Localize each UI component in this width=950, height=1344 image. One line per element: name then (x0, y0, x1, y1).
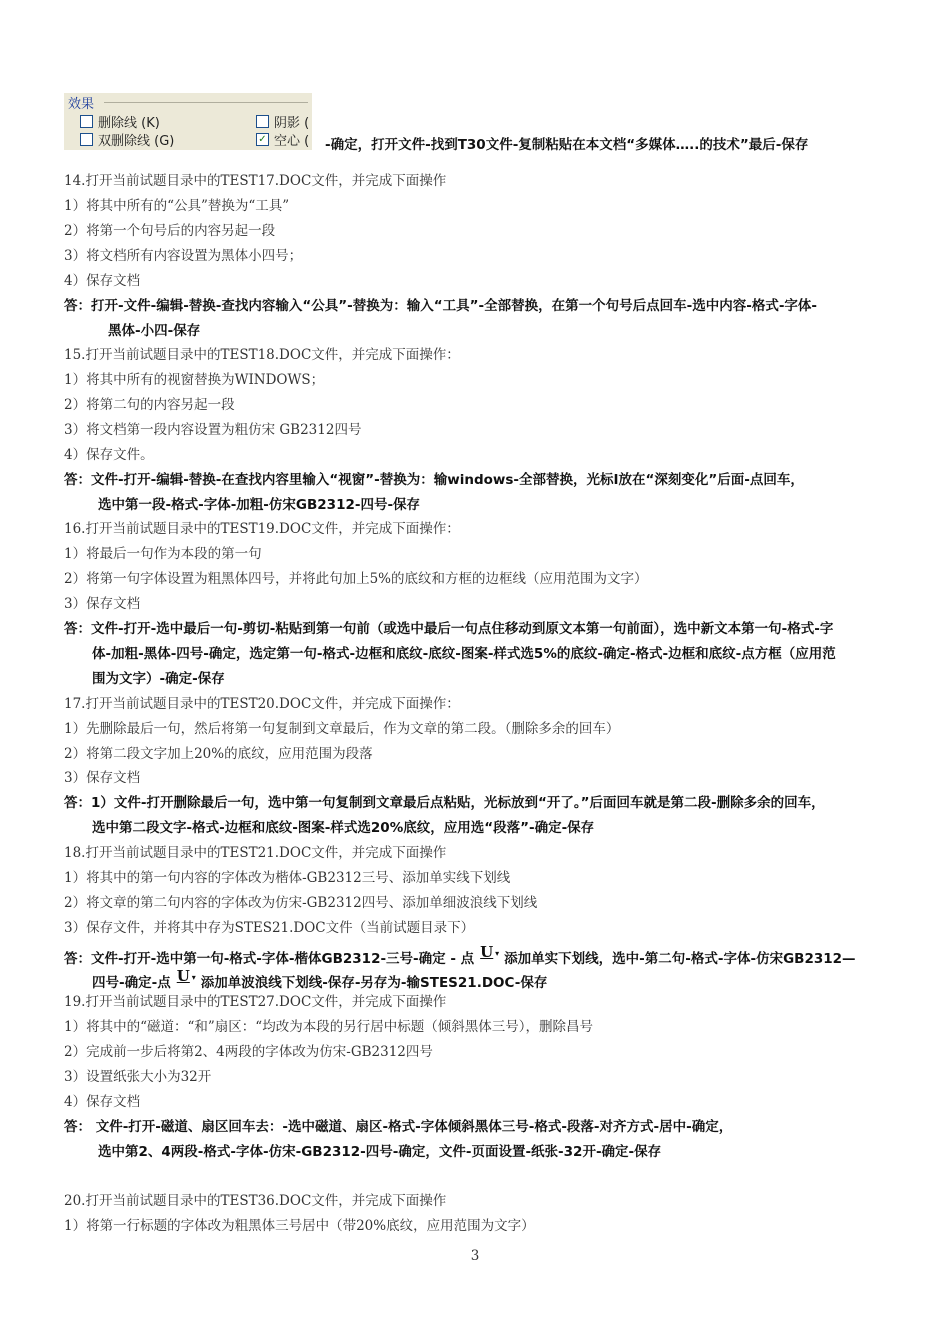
question-15-step-2: 2）将第二句的内容另起一段 (64, 397, 235, 413)
double-strikethrough-label: 双删除线 (G) (98, 134, 175, 149)
question-17-step-2: 2）将第二段文字加上20%的底纹，应用范围为段落 (64, 746, 373, 762)
answer-18-line-1-part-a: 答：文件-打开-选中第一句-格式-字体-楷体GB2312-三号-确定 - 点 (64, 951, 475, 967)
question-17-step-3: 3）保存文档 (64, 770, 141, 786)
answer-16-line-2: 体-加粗-黑体-四号-确定，选定第一句-格式-边框和底纹-底纹-图案-样式选5%的底纹-确定-格式-边框和底纹-点方框（应用范 (92, 646, 836, 662)
answer-14-line-2: 黑体-小四-保存 (108, 323, 201, 339)
check-icon: ✓ (258, 134, 267, 145)
question-15-step-4: 4）保存文件。 (64, 447, 154, 463)
double-strikethrough-checkbox[interactable] (80, 133, 93, 146)
question-16-step-1: 1）将最后一句作为本段的第一句 (64, 546, 262, 562)
answer-18-line-2-part-b: 添加单波浪线下划线-保存-另存为-输STES21.DOC-保存 (200, 975, 548, 991)
outline-checkbox[interactable] (256, 133, 269, 146)
question-19-step-1: 1）将其中的“磁道：“和”扇区：“均改为本段的另行居中标题（倾斜黑体三号），删除昌号 (64, 1019, 593, 1035)
question-18-step-1: 1）将其中的第一句内容的字体改为楷体-GB2312三号、添加单实线下划线 (64, 870, 511, 886)
answer-16-line-1: 答：文件-打开-选中最后一句-剪切-粘贴到第一句前（或选中最后一句点住移动到原文本第一句前面），选中新文本第一句-格式-字 (64, 621, 834, 637)
effects-dialog-snippet (64, 93, 312, 150)
answer-17-line-1: 答：1）文件-打开删除最后一句，选中第一句复制到文章最后点粘贴，光标放到“开了。”后面回车就是第二段-删除多余的回车， (64, 795, 825, 811)
question-15-title: 15.打开当前试题目录中的TEST18.DOC文件，并完成下面操作： (64, 347, 460, 363)
strikethrough-checkbox[interactable] (80, 115, 93, 128)
question-16-step-3: 3）保存文档 (64, 596, 141, 612)
answer-16-line-3: 围为文字）-确定-保存 (92, 671, 225, 687)
question-19-step-3: 3）设置纸张大小为32开 (64, 1069, 212, 1085)
effects-group-title: 效果 (68, 97, 95, 112)
question-19-step-4: 4）保存文档 (64, 1094, 141, 1110)
question-17-title: 17.打开当前试题目录中的TEST20.DOC文件，并完成下面操作： (64, 696, 460, 712)
question-14-step-3: 3）将文档所有内容设置为黑体小四号； (64, 248, 303, 264)
answer-17-line-2: 选中第二段文字-格式-边框和底纹-图案-样式选20%底纹，应用选“段落”-确定-保存 (92, 820, 595, 836)
answer-18-line-2 (92, 967, 890, 993)
group-divider (104, 102, 308, 103)
question-20-title: 20.打开当前试题目录中的TEST36.DOC文件，并完成下面操作 (64, 1193, 447, 1209)
question-18-step-3: 3）保存文件，并将其中存为STES21.DOC文件（当前试题目录下） (64, 920, 475, 936)
question-20-step-1: 1）将第一行标题的字体改为粗黑体三号居中（带20%底纹，应用范围为文字） (64, 1218, 535, 1234)
strikethrough-label: 删除线 (K) (98, 116, 160, 131)
shadow-label: 阴影 ( (274, 116, 310, 131)
question-18-title: 18.打开当前试题目录中的TEST21.DOC文件，并完成下面操作 (64, 845, 447, 861)
answer-18-line-1-part-b: 添加单实下划线，选中-第二句-格式-字体-仿宋GB2312— (504, 951, 856, 967)
question-14-step-1: 1）将其中所有的“公具”替换为“工具” (64, 198, 290, 214)
answer-continuation: -确定，打开文件-找到T30文件-复制粘贴在本文档“多媒体…..的技术”最后-保存 (325, 137, 809, 153)
answer-14-line-1: 答：打开-文件-编辑-替换-查找内容输入“公具”-替换为：输入“工具”-全部替换，在第一个句号后点回车-选中内容-格式-字体- (64, 298, 818, 314)
question-18-step-2: 2）将文章的第二句内容的字体改为仿宋-GB2312四号、添加单细波浪线下划线 (64, 895, 538, 911)
question-16-title: 16.打开当前试题目录中的TEST19.DOC文件，并完成下面操作： (64, 521, 460, 537)
answer-18-line-2-part-a: 四号-确定-点 (92, 975, 171, 991)
shadow-checkbox[interactable] (256, 115, 269, 128)
question-14-step-2: 2）将第一个句号后的内容另起一段 (64, 223, 276, 239)
answer-18-line-1 (64, 943, 890, 969)
question-19-step-2: 2）完成前一步后将第2、4两段的字体改为仿宋-GB2312四号 (64, 1044, 433, 1060)
question-15-step-1: 1）将其中所有的视窗替换为WINDOWS； (64, 372, 325, 388)
answer-19-line-2: 选中第2、4两段-格式-字体-仿宋-GB2312-四号-确定，文件-页面设置-纸张-32开-确定-保存 (98, 1144, 662, 1160)
answer-15-line-2: 选中第一段-格式-字体-加粗-仿宋GB2312-四号-保存 (98, 497, 421, 513)
page-number: 3 (470, 1248, 480, 1264)
question-14-step-4: 4）保存文档 (64, 273, 141, 289)
chevron-down-icon: ▾ (495, 949, 500, 958)
question-17-step-1: 1）先删除最后一句，然后将第一句复制到文章最后，作为文章的第二段。（删除多余的回车） (64, 721, 620, 737)
answer-19-line-1: 答： 文件-打开-磁道、扇区回车去：-选中磁道、扇区-格式-字体倾斜黑体三号-格式-段落-对齐方式-居中-确定， (64, 1119, 733, 1135)
underline-icon: U ▾ (480, 943, 500, 961)
question-15-step-3: 3）将文档第一段内容设置为粗仿宋 GB2312四号 (64, 422, 362, 438)
underline-icon: U ▾ (176, 967, 196, 985)
question-19-title: 19.打开当前试题目录中的TEST27.DOC文件，并完成下面操作 (64, 994, 447, 1010)
question-14-title: 14.打开当前试题目录中的TEST17.DOC文件，并完成下面操作 (64, 173, 447, 189)
chevron-down-icon: ▾ (191, 973, 196, 982)
question-16-step-2: 2）将第一句字体设置为粗黑体四号，并将此句加上5%的底纹和方框的边框线（应用范围为文字） (64, 571, 648, 587)
answer-15-line-1: 答：文件-打开-编辑-替换-在查找内容里输入“视窗”-替换为：输windows-全部替换，光标I放在“深刻变化”后面-点回车， (64, 472, 804, 488)
outline-label: 空心 ( (274, 134, 310, 149)
